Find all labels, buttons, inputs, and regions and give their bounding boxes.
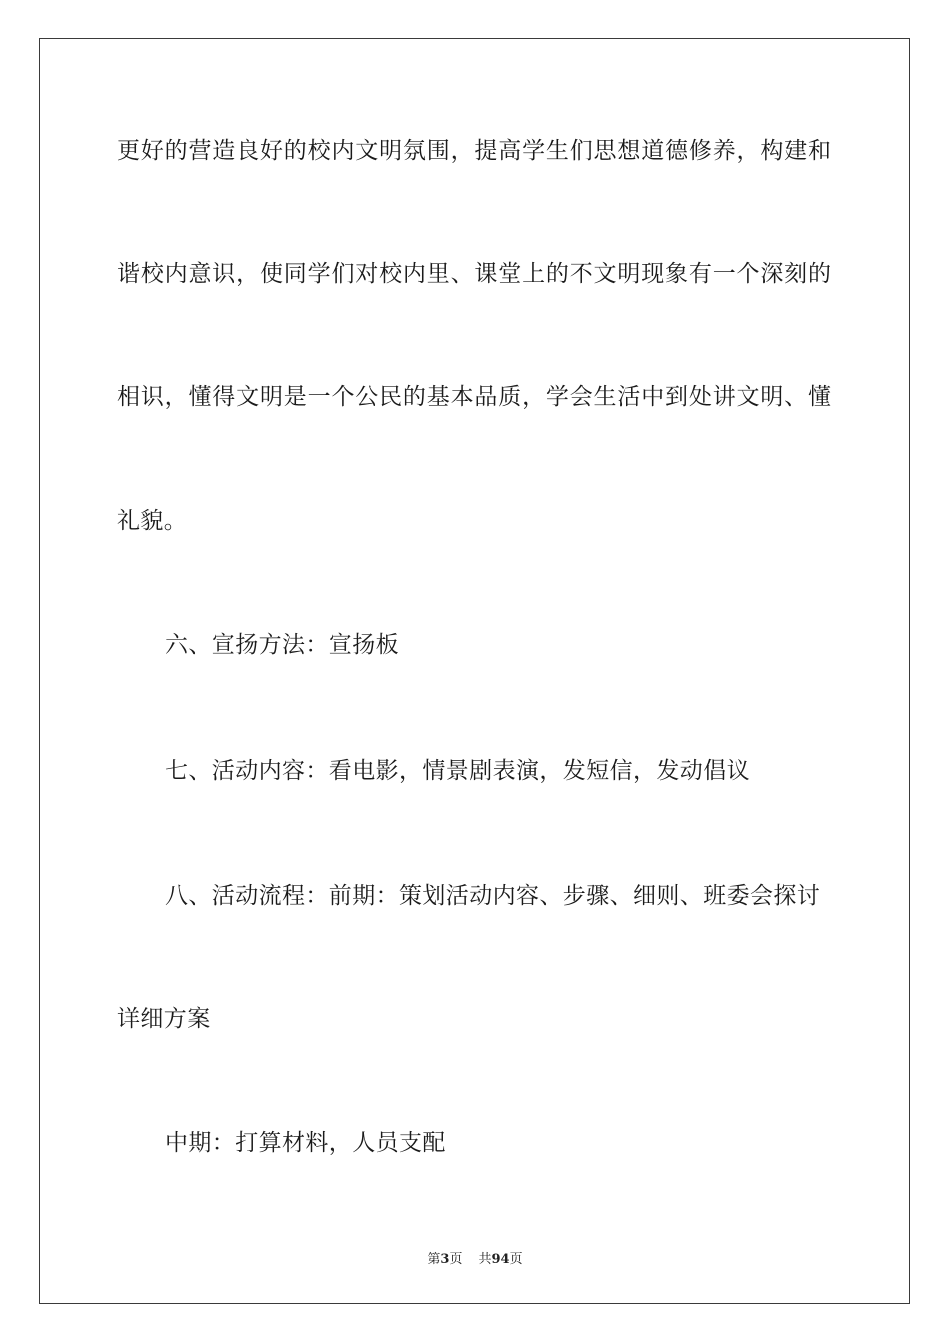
total-label-suffix: 页 (509, 1252, 523, 1267)
page-label-prefix: 第 (427, 1252, 441, 1267)
paragraph-line-3: 相识，懂得文明是一个公民的基本品质，学会生活中到处讲文明、懂 (117, 384, 831, 410)
section-eight-line: 八、活动流程：前期：策划活动内容、步骤、细则、班委会探讨 (165, 883, 821, 909)
total-pages: 94 (491, 1252, 510, 1267)
page-footer (0, 1248, 950, 1267)
page-number: 3 (440, 1252, 450, 1267)
total-label-prefix: 共 (478, 1252, 492, 1267)
mid-phase-line: 中期：打算材料，人员支配 (165, 1130, 446, 1156)
paragraph-line-1: 更好的营造良好的校内文明氛围，提高学生们思想道德修养，构建和 (117, 138, 831, 164)
page-border (39, 38, 910, 1304)
page-label-suffix: 页 (449, 1252, 463, 1267)
section-six-line: 六、宣扬方法：宣扬板 (165, 632, 399, 658)
paragraph-line-4: 礼貌。 (117, 508, 188, 534)
section-seven-line: 七、活动内容：看电影，情景剧表演，发短信，发动倡议 (165, 758, 750, 784)
section-eight-continuation: 详细方案 (117, 1006, 211, 1032)
paragraph-line-2: 谐校内意识，使同学们对校内里、课堂上的不文明现象有一个深刻的 (117, 261, 831, 287)
